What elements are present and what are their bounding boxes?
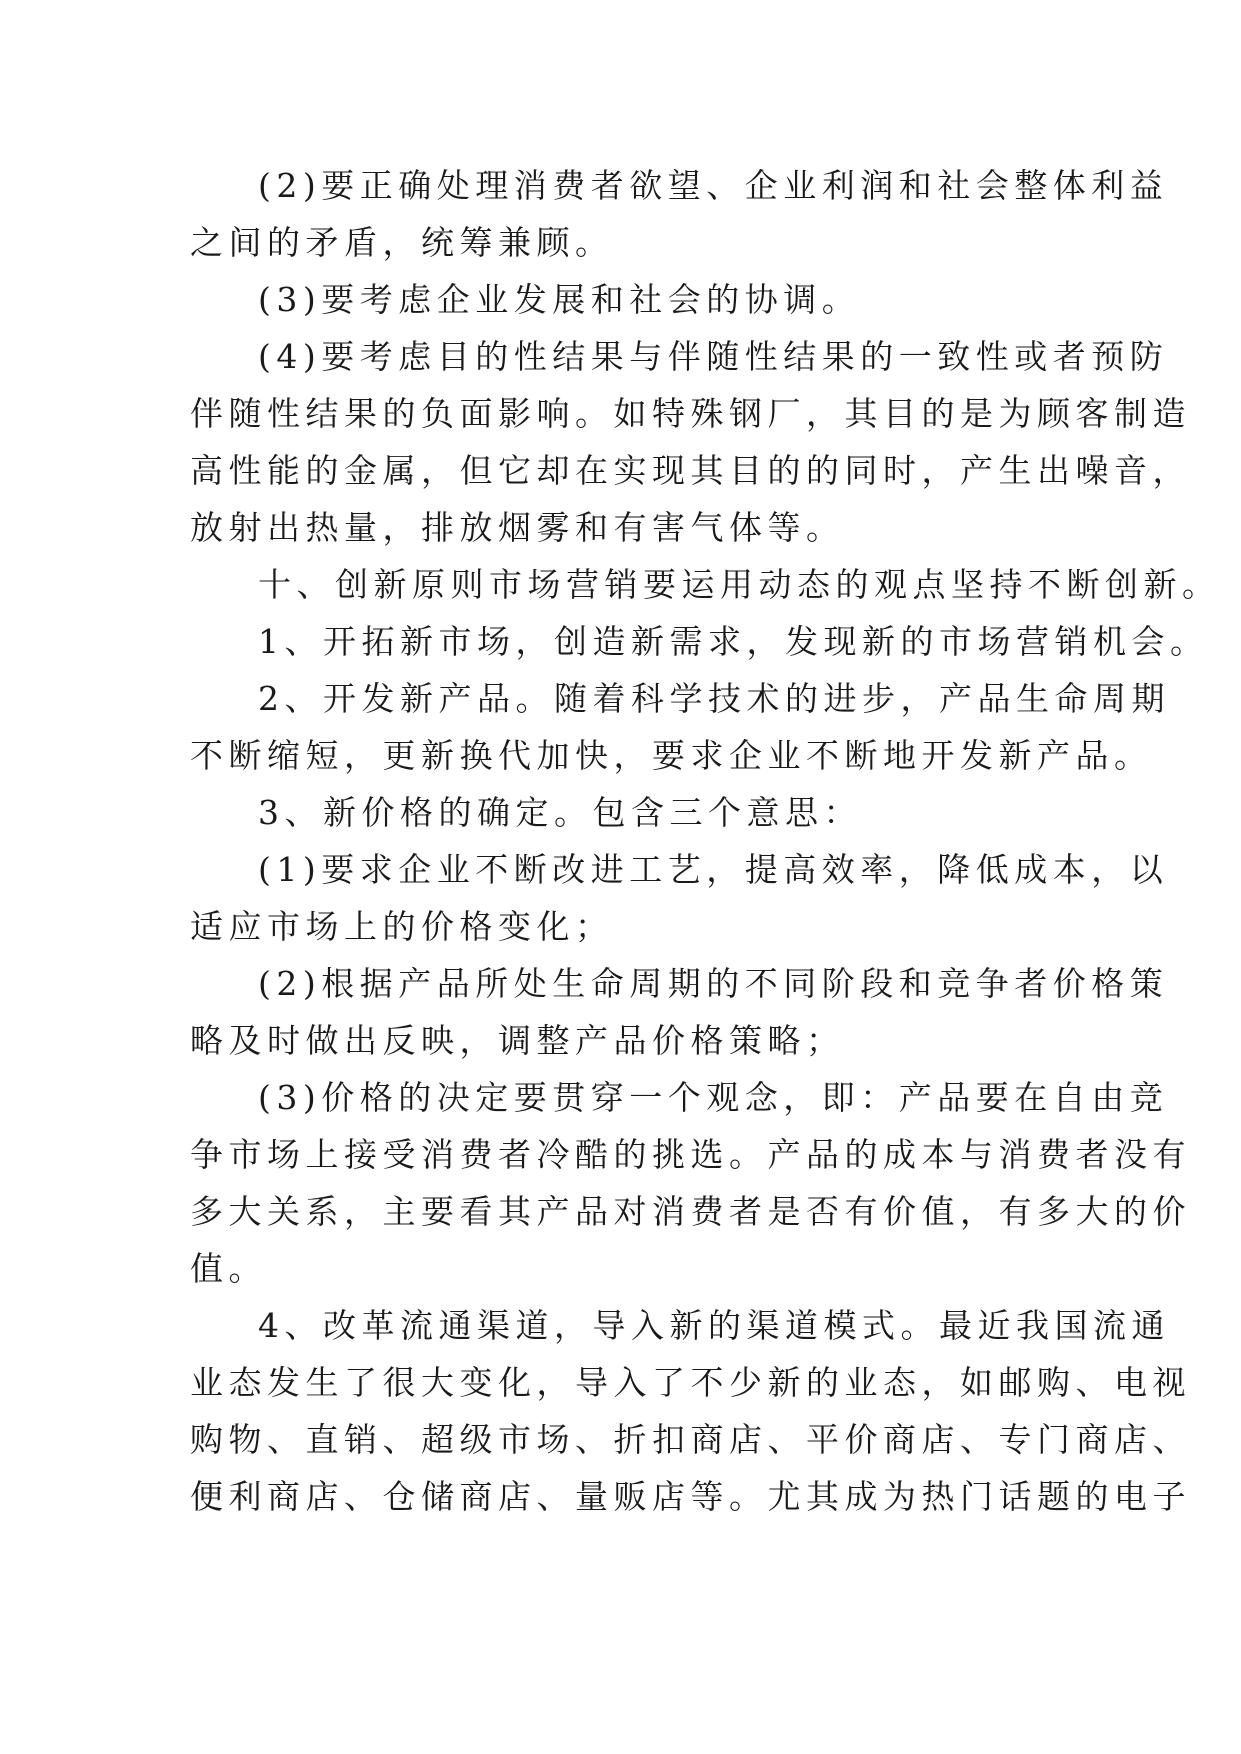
text-line: 4、改革流通渠道，导入新的渠道模式。最近我国流通 [258,1306,1170,1345]
text-line: 放射出热量，排放烟雾和有害气体等。 [190,508,845,547]
text-line: 不断缩短，更新换代加快，要求企业不断地开发新产品。 [190,736,1153,775]
text-line: 适应市场上的价格变化； [190,907,614,946]
text-line: 高性能的金属，但它却在实现其目的的同时，产生出噪音， [190,451,1191,490]
text-line: 购物、直销、超级市场、折扣商店、平价商店、专门商店、 [190,1420,1191,1459]
text-line: 争市场上接受消费者冷酷的挑选。产品的成本与消费者没有 [190,1135,1191,1174]
text-line: 十、创新原则市场营销要运用动态的观点坚持不断创新。 [258,565,1221,604]
text-line: 略及时做出反映，调整产品价格策略； [190,1021,845,1060]
text-line: (2)要正确处理消费者欲望、企业利润和社会整体利益 [258,166,1169,205]
text-line: 1、开拓新市场，创造新需求，发现新的市场营销机会。 [258,622,1209,661]
text-line: (3)要考虑企业发展和社会的协调。 [258,280,861,319]
text-line: (3)价格的决定要贯穿一个观念，即：产品要在自由竞 [258,1078,1169,1117]
text-line: 便利商店、仓储商店、量贩店等。尤其成为热门话题的电子 [190,1477,1191,1516]
text-line: 伴随性结果的负面影响。如特殊钢厂，其目的是为顾客制造 [190,394,1191,433]
text-line: (1)要求企业不断改进工艺，提高效率，降低成本，以 [258,850,1169,889]
text-line: 值。 [190,1249,267,1288]
text-line: (4)要考虑目的性结果与伴随性结果的一致性或者预防 [258,337,1169,376]
text-line: 之间的矛盾，统筹兼顾。 [190,223,614,262]
text-line: 多大关系，主要看其产品对消费者是否有价值，有多大的价 [190,1192,1191,1231]
text-line: 业态发生了很大变化，导入了不少新的业态，如邮购、电视 [190,1363,1191,1402]
text-line: 2、开发新产品。随着科学技术的进步，产品生命周期 [258,679,1170,718]
text-line: 3、新价格的确定。包含三个意思： [258,793,862,832]
text-line: (2)根据产品所处生命周期的不同阶段和竞争者价格策 [258,964,1169,1003]
